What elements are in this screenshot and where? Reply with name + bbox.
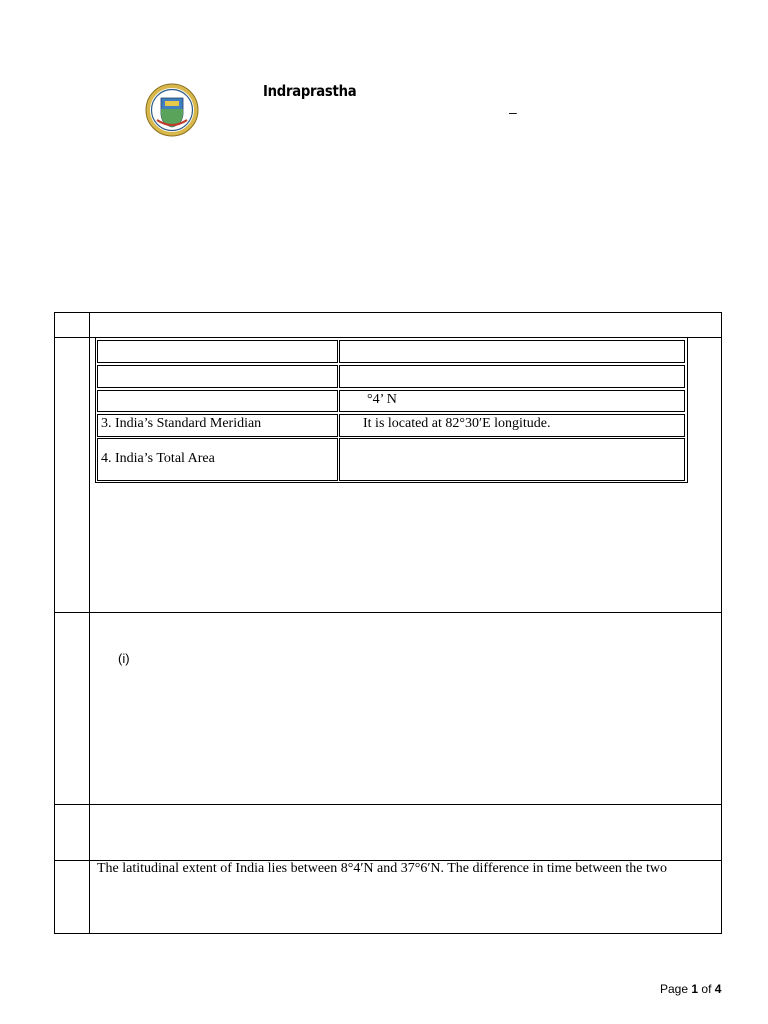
- page-total: 4: [714, 982, 722, 996]
- facts-value-cell: [339, 365, 685, 388]
- school-logo: [144, 82, 200, 138]
- school-name: Indraprastha: [263, 82, 357, 100]
- facts-label-cell: [97, 390, 338, 412]
- facts-label-cell: [97, 365, 338, 388]
- question-text: The latitudinal extent of India lies between 8°4′N and 37°6′N. The difference in time between the two: [97, 861, 668, 876]
- facts-value-cell: It is located at 82°30′E longitude.: [339, 414, 685, 437]
- facts-value-cell: °4’ N: [339, 390, 685, 412]
- facts-label-cell: [97, 340, 338, 363]
- row-divider: [54, 804, 722, 805]
- facts-label-cell: 3. India’s Standard Meridian: [97, 414, 338, 437]
- facts-value-cell: [339, 340, 685, 363]
- facts-label-cell: 4. India’s Total Area: [97, 438, 338, 481]
- header-dash: –: [509, 104, 517, 120]
- page-of: of: [701, 982, 712, 996]
- page-current: 1: [691, 982, 699, 996]
- row-divider: [54, 612, 722, 613]
- page-number: [660, 982, 721, 996]
- sub-question-marker: (i): [118, 651, 130, 666]
- number-column-divider: [89, 312, 90, 934]
- facts-value-cell: [339, 438, 685, 481]
- page-word: Page: [660, 982, 689, 996]
